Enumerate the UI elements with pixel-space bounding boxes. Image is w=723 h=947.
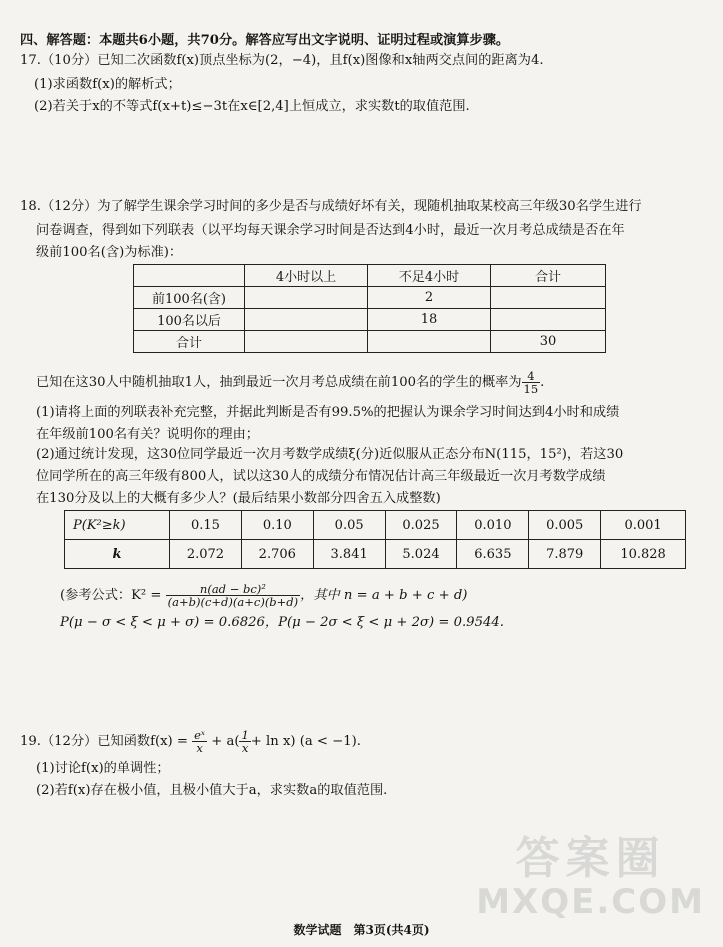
fraction-numerator: n(ad − bc)² — [166, 583, 300, 596]
row-header: 前100名(含) — [134, 287, 245, 309]
table-cell — [134, 265, 245, 287]
table-cell: 2.706 — [241, 540, 313, 569]
section-title: 四、解答题：本题共6小题，共70分。解答应写出文字说明、证明过程或演算步骤。 — [20, 33, 510, 48]
q19-stem-tail: + ln x) (a < −1). — [250, 734, 361, 749]
q17-part2: (2)若关于x的不等式f(x+t)≤−3t在x∈[2,4]上恒成立，求实数t的取值范围. — [34, 99, 470, 114]
table-cell: 7.879 — [529, 540, 601, 569]
fraction-denominator: x — [241, 741, 249, 755]
reference-formula — [60, 582, 467, 610]
table-cell: 2 — [368, 287, 491, 309]
table-cell: 3.841 — [313, 540, 385, 569]
row-header: 合计 — [134, 331, 245, 353]
watermark-line2: MXQE.COM — [476, 882, 705, 922]
table-cell: 6.635 — [457, 540, 529, 569]
probability-fraction — [522, 370, 541, 395]
q18-part2-line2: 位同学所在的高三年级有800人，试以这30人的成绩分布情况估计高三年级最近一次月考数学成绩 — [36, 469, 606, 484]
probability-text: 已知在这30人中随机抽取1人，抽到最近一次月考总成绩在前100名的学生的概率为 — [36, 375, 522, 390]
table-header-cell: 4小时以上 — [245, 265, 368, 287]
row-header: 100名以后 — [134, 309, 245, 331]
table-cell — [245, 331, 368, 353]
table-row — [134, 331, 606, 353]
normal-probabilities: P(μ − σ < ξ < μ + σ) = 0.6826，P(μ − 2σ < ξ < μ + 2σ) = 0.9544. — [60, 615, 504, 630]
table-row — [134, 309, 606, 331]
table-cell — [245, 309, 368, 331]
table-cell — [368, 331, 491, 353]
q19-stem — [20, 728, 361, 756]
formula-fraction — [166, 583, 300, 608]
table-cell: 0.025 — [385, 511, 457, 540]
q18-part1-line2: 在年级前100名有关？说明你的理由； — [36, 427, 259, 442]
table-cell — [491, 309, 606, 331]
contingency-table — [133, 264, 606, 353]
table-cell: 0.001 — [601, 511, 686, 540]
table-cell: 0.10 — [241, 511, 313, 540]
q19-stem-lead: 19.（12分）已知函数f(x) = — [20, 734, 188, 749]
watermark-line1: 答案圈 — [515, 833, 666, 884]
table-cell: 2.072 — [170, 540, 242, 569]
q18-part2-line1: (2)通过统计发现，这30位同学最近一次月考数学成绩ξ(分)近似服从正态分布N(115，15²)，若这30 — [36, 447, 624, 462]
q19-part1: (1)讨论f(x)的单调性； — [36, 761, 170, 776]
critical-value-table — [64, 510, 686, 569]
table-cell: 0.15 — [170, 511, 242, 540]
table-cell: 0.010 — [457, 511, 529, 540]
table-row — [65, 540, 686, 569]
table-header-cell: 不足4小时 — [368, 265, 491, 287]
watermark-logo — [476, 835, 705, 921]
table-cell: 0.05 — [313, 511, 385, 540]
q19-stem-mid: + a( — [211, 734, 240, 749]
q17-part1: (1)求函数f(x)的解析式； — [34, 77, 181, 92]
table-cell — [491, 287, 606, 309]
q18-part2-line3: 在130分及以上的大概有多少人？(最后结果小数部分四舍五入成整数) — [36, 491, 441, 506]
q19-fraction-2 — [239, 729, 250, 754]
formula-tail: ，其中 n = a + b + c + d) — [300, 588, 468, 603]
fraction-denominator: (a+b)(c+d)(a+c)(b+d) — [167, 595, 299, 609]
q18-part1-line1: (1)请将上面的列联表补充完整，并据此判断是否有99.5%的把握认为课余学习时间达到4小时和成绩 — [36, 405, 620, 420]
row-header: k — [65, 540, 170, 569]
table-header-cell: 合计 — [491, 265, 606, 287]
formula-lead: (参考公式：K² = — [60, 588, 162, 603]
fraction-numerator: 1 — [241, 728, 249, 742]
q19-fraction-1 — [192, 729, 207, 754]
fraction-numerator: 4 — [522, 370, 541, 383]
q19-part2: (2)若f(x)存在极小值，且极小值大于a，求实数a的取值范围. — [36, 783, 388, 798]
table-cell: 18 — [368, 309, 491, 331]
q18-stem-line3: 级前100名(含)为标准)： — [36, 245, 183, 260]
table-cell: 30 — [491, 331, 606, 353]
table-cell: 10.828 — [601, 540, 686, 569]
table-cell: 0.005 — [529, 511, 601, 540]
probability-end: . — [540, 375, 545, 390]
table-row — [65, 511, 686, 540]
fraction-numerator: eˣ — [194, 728, 206, 742]
table-cell: 5.024 — [385, 540, 457, 569]
row-header: P(K²≥k) — [65, 511, 170, 540]
q17-stem: 17.（10分）已知二次函数f(x)顶点坐标为(2，−4)，且f(x)图像和x轴两交点间的距离为4. — [20, 53, 544, 68]
table-header-row — [134, 265, 606, 287]
q18-stem-line1: 18.（12分）为了解学生课余学习时间的多少是否与成绩好坏有关，现随机抽取某校高三年级30名学生进行 — [20, 199, 642, 214]
q18-stem-line2: 问卷调查，得到如下列联表（以平均每天课余学习时间是否达到4小时，最近一次月考总成绩是否在年 — [36, 223, 625, 238]
page-footer: 数学试题 第3页(共4页) — [293, 923, 430, 937]
q18-probability-line — [36, 370, 544, 395]
table-row — [134, 287, 606, 309]
fraction-denominator: 15 — [523, 382, 539, 396]
fraction-denominator: x — [196, 741, 203, 755]
table-cell — [245, 287, 368, 309]
